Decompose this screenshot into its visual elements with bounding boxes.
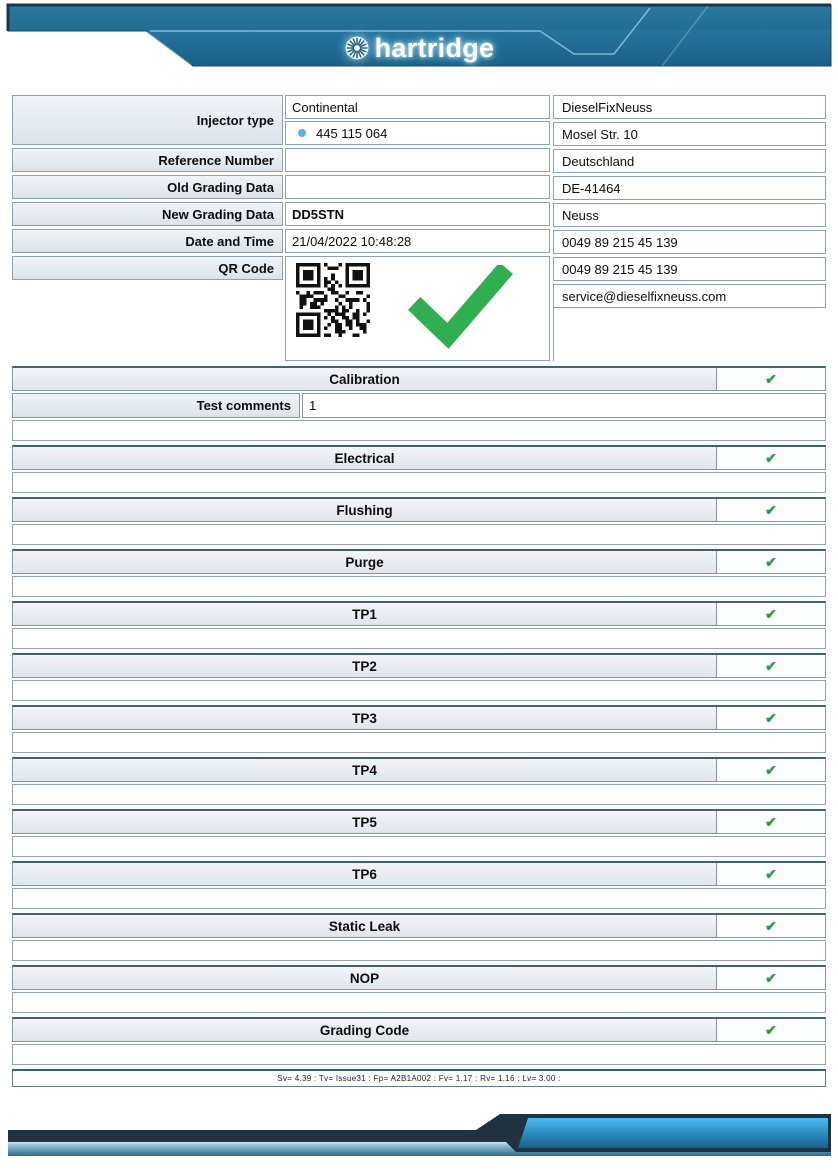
section-electrical (12, 445, 826, 470)
footer-banner-shape (0, 1106, 838, 1170)
reference-number-row (12, 148, 550, 172)
status-cell (716, 1019, 825, 1041)
section-title: TP2 (352, 658, 377, 674)
qr-code-cell (285, 256, 550, 361)
section-tp3 (12, 705, 826, 730)
injector-type-row (12, 95, 550, 145)
spacer-row (12, 732, 826, 753)
brand-logo (0, 31, 838, 65)
report-meta-line: Sv= 4.39 : Tv= Issue31 : Fp= A2B1A002 : Fv= 1.17 : Rv= 1.16 : Lv= 3.00 : (12, 1069, 826, 1087)
status-cell (716, 759, 825, 781)
test-comments-row (12, 393, 826, 418)
section-tp1 (12, 601, 826, 626)
test-results (12, 366, 826, 1087)
pass-check-icon: ✔ (765, 762, 777, 778)
date-time-value: 21/04/2022 10:48:28 (285, 229, 550, 253)
spacer-row (12, 992, 826, 1013)
injector-number-value (285, 121, 550, 145)
new-grading-row (12, 202, 550, 226)
status-cell (716, 368, 825, 390)
table-divider-line (553, 308, 554, 361)
injector-brand-value: Continental (285, 95, 550, 119)
status-cell (716, 863, 825, 885)
old-grading-row (12, 175, 550, 199)
section-title: TP1 (352, 606, 377, 622)
pass-check-icon: ✔ (765, 554, 777, 570)
spacer-row (12, 784, 826, 805)
pass-check-icon: ✔ (765, 450, 777, 466)
company-phone-2: 0049 89 215 45 139 (553, 257, 826, 281)
status-cell (716, 551, 825, 573)
section-tp4 (12, 757, 826, 782)
spacer-row (12, 628, 826, 649)
section-title: TP5 (352, 814, 377, 830)
pass-check-icon: ✔ (765, 918, 777, 934)
hartridge-gear-icon (344, 35, 370, 61)
spacer-row (12, 576, 826, 597)
section-tp2 (12, 653, 826, 678)
pass-check-icon (408, 265, 513, 350)
company-country: Deutschland (553, 149, 826, 173)
section-title: Purge (345, 554, 384, 570)
status-cell (716, 811, 825, 833)
qr-code-label: QR Code (12, 256, 283, 280)
brand-name: hartridge (374, 32, 495, 63)
pass-check-icon: ✔ (765, 1022, 777, 1038)
section-nop (12, 965, 826, 990)
reference-number-value (285, 148, 550, 172)
section-title: Electrical (334, 450, 395, 466)
section-purge (12, 549, 826, 574)
section-grading-code (12, 1017, 826, 1042)
spacer-row (12, 472, 826, 493)
spacer-row (12, 940, 826, 961)
new-grading-value: DD5STN (285, 202, 550, 226)
section-title: TP4 (352, 762, 377, 778)
header-banner (0, 0, 838, 80)
section-tp5 (12, 809, 826, 834)
pass-check-icon: ✔ (765, 371, 777, 387)
section-title: TP6 (352, 866, 377, 882)
company-name: DieselFixNeuss (553, 95, 826, 119)
company-postcode: DE-41464 (553, 176, 826, 200)
footer-banner (0, 1106, 838, 1170)
section-title: Calibration (329, 371, 400, 387)
bullet-icon (298, 129, 306, 137)
old-grading-value (285, 175, 550, 199)
test-comments-label: Test comments (12, 393, 300, 418)
pass-check-icon: ✔ (765, 814, 777, 830)
status-cell (716, 603, 825, 625)
section-flushing (12, 497, 826, 522)
test-comments-value: 1 (302, 393, 826, 418)
section-calibration (12, 366, 826, 391)
status-cell (716, 967, 825, 989)
spacer-row (12, 888, 826, 909)
pass-check-icon: ✔ (765, 970, 777, 986)
status-cell (716, 707, 825, 729)
old-grading-label: Old Grading Data (12, 175, 283, 199)
injector-table (12, 95, 550, 283)
company-city: Neuss (553, 203, 826, 227)
date-time-label: Date and Time (12, 229, 283, 253)
company-phone-1: 0049 89 215 45 139 (553, 230, 826, 254)
status-cell (716, 447, 825, 469)
injector-type-label: Injector type (12, 95, 283, 145)
pass-check-icon: ✔ (765, 710, 777, 726)
spacer-row (12, 420, 826, 441)
injector-info-area (12, 95, 826, 365)
date-time-row (12, 229, 550, 253)
status-cell (716, 499, 825, 521)
company-street: Mosel Str. 10 (553, 122, 826, 146)
section-title: NOP (349, 970, 380, 986)
spacer-row (12, 836, 826, 857)
section-title: Grading Code (319, 1022, 410, 1038)
injector-number-text: 445 115 064 (316, 125, 388, 141)
spacer-row (12, 680, 826, 701)
pass-check-icon: ✔ (765, 866, 777, 882)
section-static-leak (12, 913, 826, 938)
section-title: TP3 (352, 710, 377, 726)
status-cell (716, 915, 825, 937)
qr-code (296, 263, 370, 337)
section-tp6 (12, 861, 826, 886)
new-grading-label: New Grading Data (12, 202, 283, 226)
section-title: Flushing (336, 502, 393, 518)
reference-number-label: Reference Number (12, 148, 283, 172)
company-email: service@dieselfixneuss.com (553, 284, 826, 308)
section-title: Static Leak (328, 918, 401, 934)
status-cell (716, 655, 825, 677)
pass-check-icon: ✔ (765, 606, 777, 622)
company-table (553, 95, 826, 311)
pass-check-icon: ✔ (765, 658, 777, 674)
spacer-row (12, 524, 826, 545)
pass-check-icon: ✔ (765, 502, 777, 518)
spacer-row (12, 1044, 826, 1065)
